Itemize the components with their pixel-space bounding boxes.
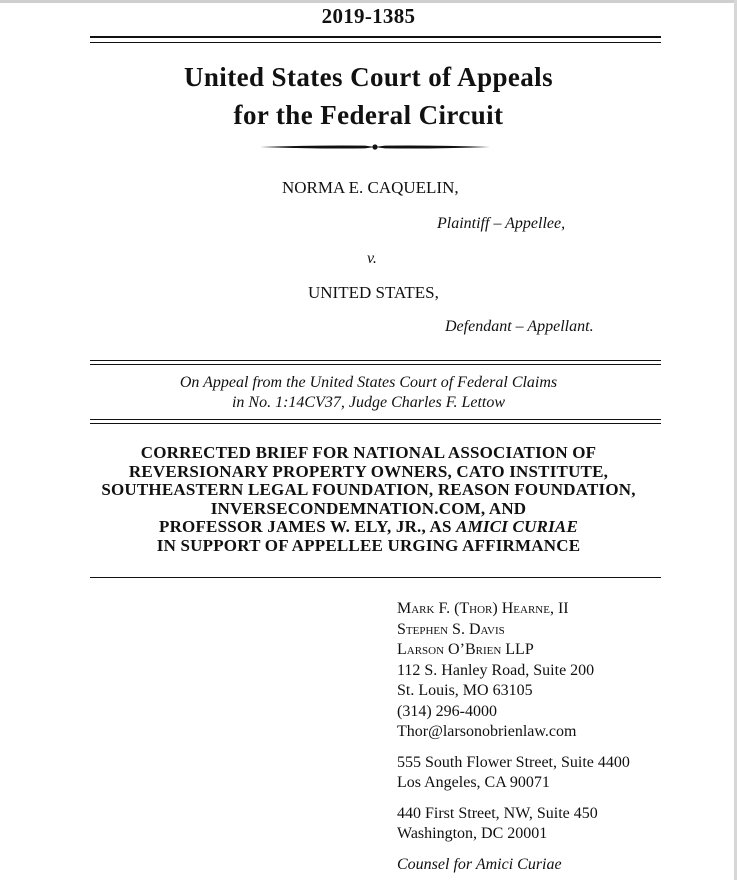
address1-line1: 112 S. Hanley Road, Suite 200: [397, 661, 595, 679]
spacer: [397, 794, 630, 804]
court-name: [0, 58, 737, 134]
brief-title: [0, 444, 737, 555]
header-rule-thin: [90, 42, 661, 43]
counsel-block: [397, 599, 630, 875]
brief-title-line1: CORRECTED BRIEF FOR NATIONAL ASSOCIATION OF: [140, 443, 597, 462]
versus: v.: [367, 250, 377, 267]
court-name-line1: United States Court of Appeals: [183, 62, 553, 92]
address2-line1: 555 South Flower Street, Suite 4400: [397, 753, 630, 771]
brief-title-line5-prefix: PROFESSOR JAMES W. ELY, JR., AS: [158, 517, 457, 536]
address2-line2: Los Angeles, CA 90071: [397, 774, 550, 791]
appeal-rule-top-1: [90, 360, 661, 361]
brief-title-line5: [0, 518, 737, 537]
header-rule-thick: [90, 36, 661, 38]
address3-line1: 440 First Street, NW, Suite 450: [397, 804, 598, 822]
brief-title-line4: INVERSECONDEMNATION.COM, AND: [210, 498, 527, 518]
title-rule-bottom: [90, 577, 661, 578]
brief-title-line6: IN SUPPORT OF APPELLEE URGING AFFIRMANCE: [156, 535, 581, 555]
law-firm: Larson O’Brien LLP: [397, 641, 534, 658]
phone-number: (314) 296-4000: [397, 702, 497, 720]
appeal-rule-bottom-1: [90, 419, 661, 420]
address3-line2: Washington, DC 20001: [397, 825, 548, 842]
plaintiff-role: Plaintiff – Appellee,: [437, 215, 566, 232]
counsel-designation: Counsel for Amici Curiae: [397, 855, 562, 873]
appeal-line1: On Appeal from the United States Court of Federal Claims: [179, 374, 558, 391]
plaintiff-name: NORMA E. CAQUELIN,: [282, 178, 459, 197]
ornamental-divider-icon: [260, 140, 490, 154]
attorney-name-1: Mark F. (Thor) Hearne, II: [397, 600, 569, 617]
spacer: [397, 743, 630, 753]
address1-line2: St. Louis, MO 63105: [397, 682, 533, 699]
attorney-name-2: Stephen S. Davis: [397, 620, 505, 638]
docket-number: 2019-1385: [321, 4, 416, 28]
appeal-line2: in No. 1:14CV37, Judge Charles F. Lettow: [231, 394, 506, 411]
brief-title-line3: SOUTHEASTERN LEGAL FOUNDATION, REASON FOUNDATION,: [101, 480, 636, 499]
brief-title-line2: REVERSIONARY PROPERTY OWNERS, CATO INSTITUTE,: [128, 461, 609, 481]
appeal-rule-bottom-2: [90, 423, 661, 424]
appeal-rule-top-2: [90, 364, 661, 365]
email-address: Thor@larsonobrienlaw.com: [397, 723, 577, 740]
amici-curiae-label: AMICI CURIAE: [456, 517, 578, 536]
page-edge-shadow: [0, 0, 737, 3]
spacer: [397, 845, 630, 855]
court-name-line2: for the Federal Circuit: [233, 100, 504, 130]
defendant-name: UNITED STATES,: [308, 283, 439, 302]
defendant-role: Defendant – Appellant.: [445, 318, 594, 335]
appeal-information: [0, 373, 737, 413]
